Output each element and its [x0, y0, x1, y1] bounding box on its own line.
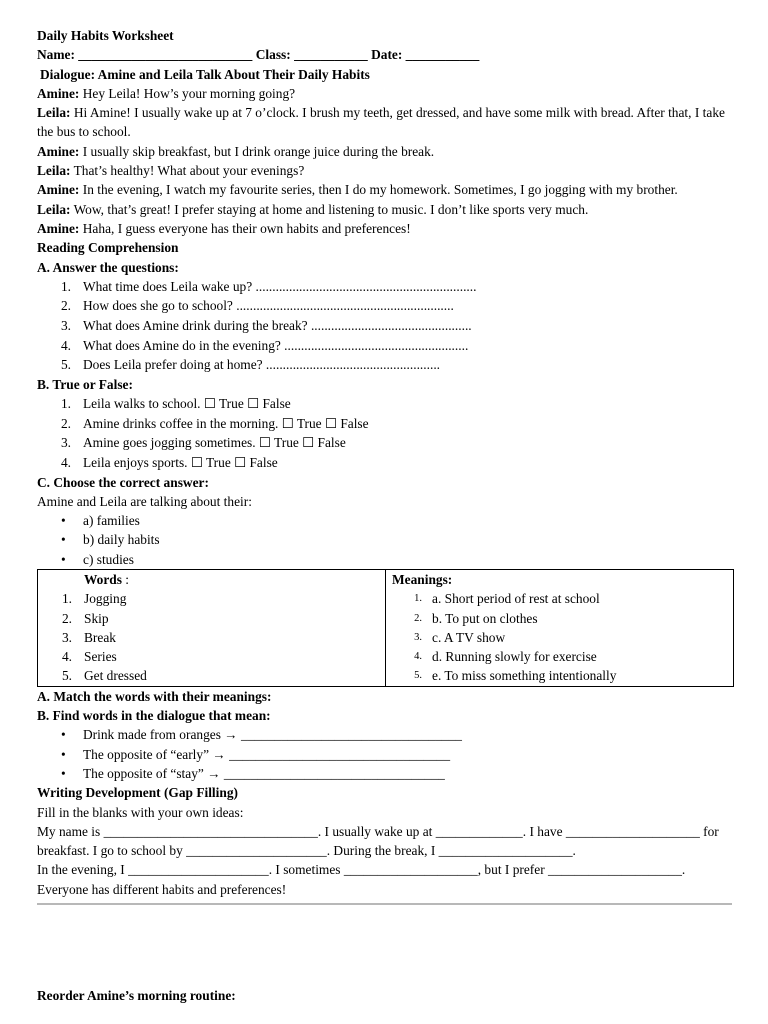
question-text: How does she go to school? .................................................................: [83, 298, 454, 314]
writing-instruction: Fill in the blanks with your own ideas:: [37, 804, 244, 820]
list-item: [386, 666, 733, 685]
list-item: [38, 628, 385, 647]
name-label: Name:: [37, 47, 75, 63]
dialogue-line: [37, 142, 737, 161]
item-number: 1.: [60, 396, 71, 412]
dialogue-line: [37, 200, 737, 219]
bullet-icon: •: [61, 513, 66, 529]
bullet-icon: •: [61, 727, 66, 743]
dialogue-line: [37, 161, 737, 180]
list-item: [38, 589, 385, 608]
meaning-text: a. Short period of rest at school: [432, 591, 600, 607]
student-info-line: [37, 45, 737, 64]
reading-title: Reading Comprehension: [37, 240, 179, 256]
dialogue-text: Hi Amine! I usually wake up at 7 o’clock. I brush my teeth, get dressed, and have some milk with bread. After that, I take the bus to school.: [37, 105, 725, 140]
dialogue-text: I usually skip breakfast, but I drink orange juice during the break.: [79, 143, 435, 159]
name-blank: __________________________: [78, 47, 253, 63]
dialogue-line: [37, 180, 737, 199]
section-c-title: C. Choose the correct answer:: [37, 474, 209, 490]
speaker: Leila:: [37, 163, 71, 179]
item-number: 4.: [414, 651, 422, 663]
dialogue-text: That’s healthy! What about your evenings?: [70, 163, 305, 179]
word-text: Series: [84, 649, 117, 665]
list-item: [37, 433, 737, 453]
vocabulary-table: [37, 569, 734, 687]
true-false-list: [37, 394, 737, 472]
list-item: [386, 647, 733, 666]
section-a-title: A. Answer the questions:: [37, 259, 179, 275]
true-false-text: Amine drinks coffee in the morning. ☐ True ☐ False: [83, 415, 369, 431]
item-number: 1.: [414, 593, 422, 605]
worksheet-title: Daily Habits Worksheet: [37, 28, 174, 43]
list-item: [37, 394, 737, 414]
question-text: Does Leila prefer doing at home? ....................................................: [83, 357, 441, 373]
bullet-icon: •: [61, 765, 66, 781]
list-item: [37, 296, 737, 316]
item-number: 2.: [414, 612, 422, 624]
gap-fill-paragraph: My name is ________________________________. I usually wake up at _____________. I have ____________________ for breakfast. I go to school by _____________________. During the break, I ____________________.: [37, 823, 719, 859]
reorder-title: Reorder Amine’s morning routine:: [37, 988, 236, 1003]
option-text: b) daily habits: [83, 532, 160, 548]
item-number: 1.: [60, 278, 71, 294]
gap-fill-paragraph: In the evening, I _____________________. I sometimes ____________________, but I prefer ____________________. Everyone has different habits and preferences!: [37, 862, 686, 897]
word-text: Break: [84, 629, 116, 645]
question-text: What does Amine drink during the break? ................................................: [83, 318, 472, 334]
question-list: [37, 277, 737, 375]
item-number: 1.: [61, 591, 72, 607]
item-number: 4.: [60, 337, 71, 353]
match-title: A. Match the words with their meanings:: [37, 688, 272, 704]
true-false-text: Leila enjoys sports. ☐ True ☐ False: [83, 454, 278, 470]
dialogue-text: Hey Leila! How’s your morning going?: [79, 85, 296, 101]
worksheet-page: [37, 26, 737, 905]
list-item: [386, 609, 733, 628]
list-item: [37, 336, 737, 356]
meaning-text: e. To miss something intentionally: [432, 668, 617, 684]
find-item-text: The opposite of “early” → _________________________________: [83, 746, 451, 762]
speaker: Leila:: [37, 105, 71, 121]
true-false-text: Leila walks to school. ☐ True ☐ False: [83, 396, 291, 412]
dialogue-line: [37, 219, 737, 238]
words-header-label: Words: [84, 571, 122, 587]
item-number: 3.: [60, 318, 71, 334]
meanings-column: [386, 569, 734, 686]
item-number: 5.: [60, 357, 71, 373]
list-item: [37, 355, 737, 375]
list-item: [38, 609, 385, 628]
find-title: B. Find words in the dialogue that mean:: [37, 708, 271, 724]
answer-options: [37, 511, 737, 569]
list-item: [37, 511, 737, 530]
list-item: [37, 530, 737, 549]
list-item: [37, 277, 737, 297]
list-item: [37, 316, 737, 336]
list-item: [386, 628, 733, 647]
item-number: 4.: [60, 454, 71, 470]
question-text: What time does Leila wake up? ..................................................................: [83, 278, 477, 294]
list-item: [37, 453, 737, 473]
option-text: a) families: [83, 513, 140, 529]
list-item: [37, 414, 737, 434]
find-words-list: [37, 725, 737, 783]
meaning-text: c. A TV show: [432, 629, 506, 645]
find-item-text: The opposite of “stay” → _________________________________: [83, 765, 445, 781]
list-item: [38, 647, 385, 666]
list-item: [37, 745, 737, 764]
list-item: [37, 550, 737, 569]
speaker: Amine:: [37, 182, 80, 198]
words-header-suffix: :: [121, 571, 130, 587]
words-column: [38, 569, 386, 686]
item-number: 3.: [414, 631, 422, 643]
dialogue-line: [37, 103, 737, 142]
table-row: [38, 569, 734, 686]
dialogue-text: In the evening, I watch my favourite series, then I do my homework. Sometimes, I go jogging with my brother.: [79, 182, 678, 198]
list-item: [38, 666, 385, 685]
list-item: [37, 725, 737, 744]
dialogue-line: [37, 84, 737, 103]
speaker: Amine:: [37, 85, 80, 101]
true-false-text: Amine goes jogging sometimes. ☐ True ☐ False: [83, 435, 346, 451]
meaning-text: b. To put on clothes: [432, 610, 538, 626]
find-item-text: Drink made from oranges → _________________________________: [83, 727, 462, 743]
dialogue-text: Wow, that’s great! I prefer staying at home and listening to music. I don’t like sports very much.: [70, 201, 589, 217]
item-number: 5.: [414, 670, 422, 682]
list-item: [386, 589, 733, 608]
word-text: Get dressed: [84, 668, 147, 684]
meanings-header: Meanings:: [392, 571, 453, 587]
dialogue-title: Dialogue: Amine and Leila Talk About Their Daily Habits: [40, 66, 370, 82]
dialogue: [37, 84, 737, 238]
word-text: Jogging: [84, 591, 127, 607]
date-label: Date:: [371, 47, 403, 63]
item-number: 5.: [61, 668, 72, 684]
meaning-text: d. Running slowly for exercise: [432, 649, 597, 665]
option-text: c) studies: [83, 551, 134, 567]
item-number: 3.: [60, 435, 71, 451]
words-header: [38, 570, 385, 589]
item-number: 4.: [61, 649, 72, 665]
bullet-icon: •: [61, 746, 66, 762]
item-number: 2.: [60, 415, 71, 431]
date-blank: ___________: [405, 47, 480, 63]
speaker: Leila:: [37, 201, 71, 217]
word-text: Skip: [84, 610, 109, 626]
class-label: Class:: [255, 47, 291, 63]
speaker: Amine:: [37, 143, 80, 159]
bullet-icon: •: [61, 532, 66, 548]
section-c-prompt: Amine and Leila are talking about their:: [37, 493, 252, 509]
list-item: [37, 764, 737, 783]
dialogue-text: Haha, I guess everyone has their own habits and preferences!: [79, 220, 411, 236]
writing-title: Writing Development (Gap Filling): [37, 785, 238, 801]
item-number: 2.: [60, 298, 71, 314]
item-number: 2.: [61, 610, 72, 626]
section-b-title: B. True or False:: [37, 376, 133, 392]
bullet-icon: •: [61, 551, 66, 567]
class-blank: ___________: [294, 47, 368, 63]
speaker: Amine:: [37, 220, 80, 236]
item-number: 3.: [61, 629, 72, 645]
section-divider: [37, 903, 732, 905]
question-text: What does Amine do in the evening? .......................................................: [83, 337, 469, 353]
